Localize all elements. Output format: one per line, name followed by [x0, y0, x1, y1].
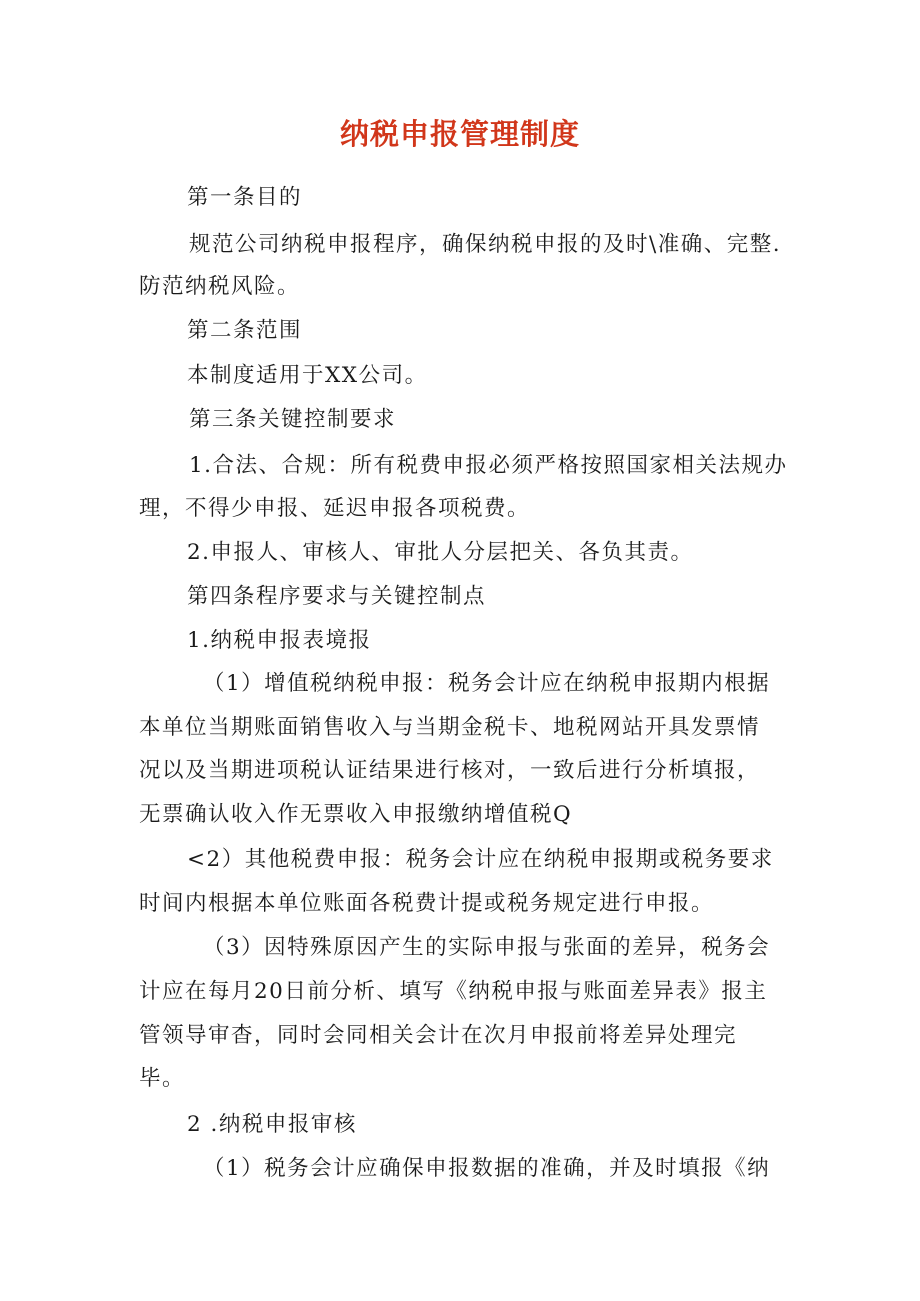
paragraph-line: （1）增值税纳税申报：税务会计应在纳税申报期内根据: [203, 671, 771, 696]
paragraph-line: 时间内根据本单位账面各税费计提或税务规定进行申报。: [139, 891, 715, 916]
paragraph-line: <2）其他税费申报：税务会计应在纳税申报期或税务要求: [187, 847, 774, 872]
paragraph-line: （1）税务会计应确保申报数据的准确，并及时填报《纳: [203, 1156, 771, 1181]
paragraph-line: 规范公司纳税申报程序，确保纳税申报的及时\准确、完整.: [189, 232, 782, 257]
heading-article-4: 第四条程序要求与关键控制点: [187, 584, 487, 609]
paragraph-line: 2.申报人、审核人、审批人分层把关、各负其责。: [187, 540, 694, 565]
paragraph-line: 理，不得少申报、延迟申报各项税费。: [139, 496, 531, 521]
subheading: 1.纳税申报表境报: [187, 628, 372, 653]
heading-article-3: 第三条关键控制要求: [189, 407, 397, 432]
paragraph-line: 管领导审杳，同时会同相关会计在次月申报前将差异处理完: [139, 1023, 738, 1048]
paragraph-line: 本单位当期账面销售收入与当期金税卡、地税网站开具发票情: [139, 715, 761, 740]
paragraph-line: 本制度适用于XX公司。: [187, 363, 428, 388]
paragraph-line: 毕。: [139, 1066, 186, 1091]
heading-article-1: 第一条目的: [187, 185, 303, 210]
heading-article-2: 第二条范围: [187, 318, 303, 343]
paragraph-line: 况以及当期进项税认证结果进行核对，一致后进行分析填报，: [139, 758, 761, 783]
paragraph-line: （3）因特殊原因产生的实际申报与张面的差异，税务会: [203, 935, 771, 960]
paragraph-line: 1.合法、合规：所有税费申报必须严格按照国家相关法规办: [189, 453, 788, 478]
paragraph-line: 防范纳税风险。: [139, 274, 301, 299]
paragraph-line: 无票确认收入作无票收入申报缴纳增值税Q: [139, 802, 573, 827]
paragraph-line: 计应在每月20日前分析、填写《纳税申报与账面差异表》报主: [139, 979, 768, 1004]
subheading: 2 .纳税申报审核: [187, 1112, 357, 1137]
document-title: 纳税申报管理制度: [339, 117, 580, 151]
